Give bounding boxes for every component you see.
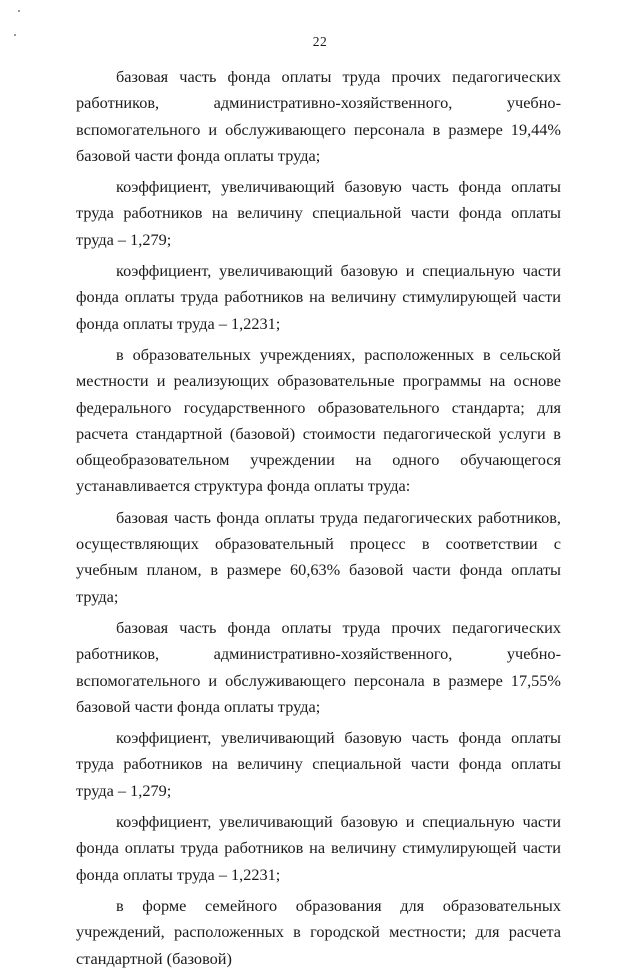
- paragraph-9: в форме семейного образования для образовательных учреждений, расположенных в городской местности; для расчета стандартной (базовой): [76, 895, 561, 968]
- page-number: 22: [312, 34, 328, 49]
- paragraph-6: базовая часть фонда оплаты труда прочих педагогических работников, административно-хозяйственного, учебно-вспомогательного и обслуживающего персонала в размере 17,55% базовой части фонда оплаты труда;: [76, 617, 561, 716]
- paragraph-5: базовая часть фонда оплаты труда педагогических работников, осуществляющих образовательный процесс в соответствии с учебным планом, в размере 60,63% базовой части фонда оплаты труда;: [76, 507, 561, 606]
- scan-speck: [18, 10, 20, 12]
- paragraph-2: коэффициент, увеличивающий базовую часть фонда оплаты труда работников на величину специальной части фонда оплаты труда – 1,279;: [76, 177, 561, 249]
- paragraph-4: в образовательных учреждениях, расположенных в сельской местности и реализующих образовательные программы на основе федерального государственного образовательного стандарта; для расчета стандартной (базовой) стоимости педагогической услуги в общеобразовательном учреждении на одного обучающегося устанавливается структура фонда оплаты труда:: [76, 344, 561, 496]
- paragraph-1: базовая часть фонда оплаты труда прочих педагогических работников, административно-хозяйственного, учебно-вспомогательного и обслуживающего персонала в размере 19,44% базовой части фонда оплаты труда;: [76, 67, 561, 165]
- document-body: [76, 64, 561, 977]
- paragraph-7: коэффициент, увеличивающий базовую часть фонда оплаты труда работников на величину специальной части фонда оплаты труда – 1,279;: [76, 728, 561, 800]
- paragraph-8: коэффициент, увеличивающий базовую и специальную части фонда оплаты труда работников на величину стимулирующей части фонда оплаты труда – 1,2231;: [76, 812, 561, 884]
- paragraph-3: коэффициент, увеличивающий базовую и специальную части фонда оплаты труда работников на величину стимулирующей части фонда оплаты труда – 1,2231;: [76, 261, 561, 333]
